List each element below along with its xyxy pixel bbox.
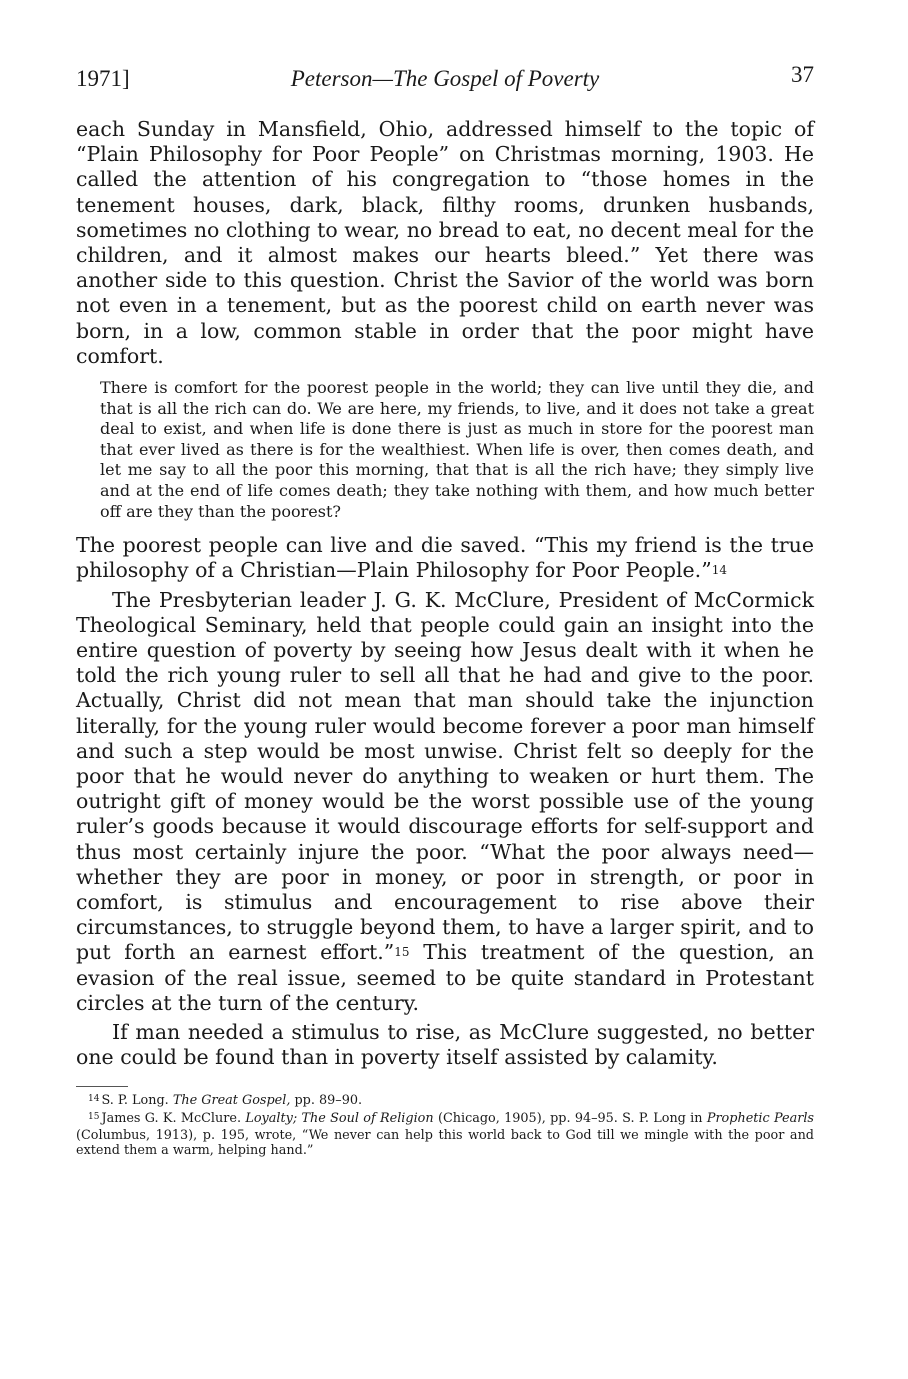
footnote-15-title-2: Prophetic Pearls bbox=[706, 1110, 814, 1126]
footnote-15-rest-2: (Columbus, 1913), p. 195, wrote, “We never can help this world back to God till we mingle with the poor and extend them a warm, helping hand.” bbox=[76, 1127, 814, 1159]
footnote-15-title: Loyalty; The Soul of Religion bbox=[245, 1110, 434, 1126]
paragraph-4: If man needed a stimulus to rise, as McClure suggested, no better one could be found than in poverty itself assisted by calamity. bbox=[76, 1020, 814, 1070]
paragraph-1: each Sunday in Mansfield, Ohio, addressed himself to the topic of “Plain Philosophy for Poor People” on Christmas morning, 1903. He called the attention of his congregation to “those homes in the tenement houses, dark, black, filthy rooms, drunken husbands, sometimes no clothing to wear, no bread to eat, no decent meal for the children, and it almost makes our hearts bleed.” Yet there was another side to this question. Christ the Savior of the world was born not even in a tenement, but as the poorest child on earth never was born, in a low, common stable in order that the poor might have comfort. bbox=[76, 117, 814, 368]
running-head bbox=[76, 60, 814, 96]
article-body bbox=[76, 117, 814, 1070]
footnote-15-author: James G. K. McClure. bbox=[101, 1110, 246, 1126]
paragraph-3 bbox=[76, 588, 814, 1016]
footnote-14-author: S. P. Long. bbox=[101, 1093, 173, 1109]
footnote-14 bbox=[76, 1093, 814, 1110]
block-quote: There is comfort for the poorest people in the world; they can live until they die, and that is all the rich can do. We are here, my friends, to live, and it does not take a great deal to exist, and when life is done there is just as much in store for the poorest man that ever lived as there is for the wealthiest. When life is over, then comes death, and let me say to all the poor this morning, that that is all the rich have; they simply live and at the end of life comes death; they take nothing with them, and how much better off are they than the poorest? bbox=[100, 378, 814, 521]
running-title: Peterson—The Gospel of Poverty bbox=[290, 66, 600, 91]
footnotes bbox=[76, 1093, 814, 1158]
footnote-ref-15[interactable]: 15 bbox=[394, 945, 410, 960]
footnote-ref-14[interactable]: 14 bbox=[711, 563, 727, 578]
footnote-15-rest: (Chicago, 1905), pp. 94–95. S. P. Long in bbox=[433, 1110, 707, 1126]
journal-page bbox=[76, 60, 814, 1158]
header-year: 1971] bbox=[76, 66, 130, 91]
footnote-14-mark: 14 bbox=[88, 1094, 100, 1105]
paragraph-2 bbox=[76, 533, 814, 583]
page-number: 37 bbox=[791, 62, 814, 87]
footnote-15 bbox=[76, 1111, 814, 1159]
footnote-14-rest: pp. 89–90. bbox=[290, 1093, 363, 1109]
footnote-rule bbox=[76, 1086, 128, 1087]
footnote-14-title: The Great Gospel, bbox=[172, 1093, 291, 1109]
footnote-15-mark: 15 bbox=[88, 1111, 100, 1122]
paragraph-2-text: The poorest people can live and die saved. “This my friend is the true philosophy of a Christian—Plain Philosophy for Poor People.” bbox=[76, 533, 814, 583]
paragraph-3-text-b: This treatment of the question, an evasion of the real issue, seemed to be quite standard in Protestant circles at the turn of the century. bbox=[76, 940, 814, 1015]
paragraph-3-text-a: The Presbyterian leader J. G. K. McClure, President of McCormick Theological Seminary, held that people could gain an insight into the entire question of poverty by seeing how Jesus dealt with it when he told the rich young ruler to sell all that he had and give to the poor. Actually, Christ did not mean that man should take the injunction literally, for the young ruler would become forever a poor man himself and such a step would be most unwise. Christ felt so deeply for the poor that he would never do anything to weaken or hurt them. The outright gift of money would be the worst possible use of the young ruler’s goods because it would discourage efforts for self-support and thus most certainly injure the poor. “What the poor always need—whether they are poor in money, or poor in strength, or poor in comfort, is stimulus and encouragement to rise above their circumstances, to struggle beyond them, to have a larger spirit, and to put forth an earnest effort.” bbox=[76, 587, 814, 965]
